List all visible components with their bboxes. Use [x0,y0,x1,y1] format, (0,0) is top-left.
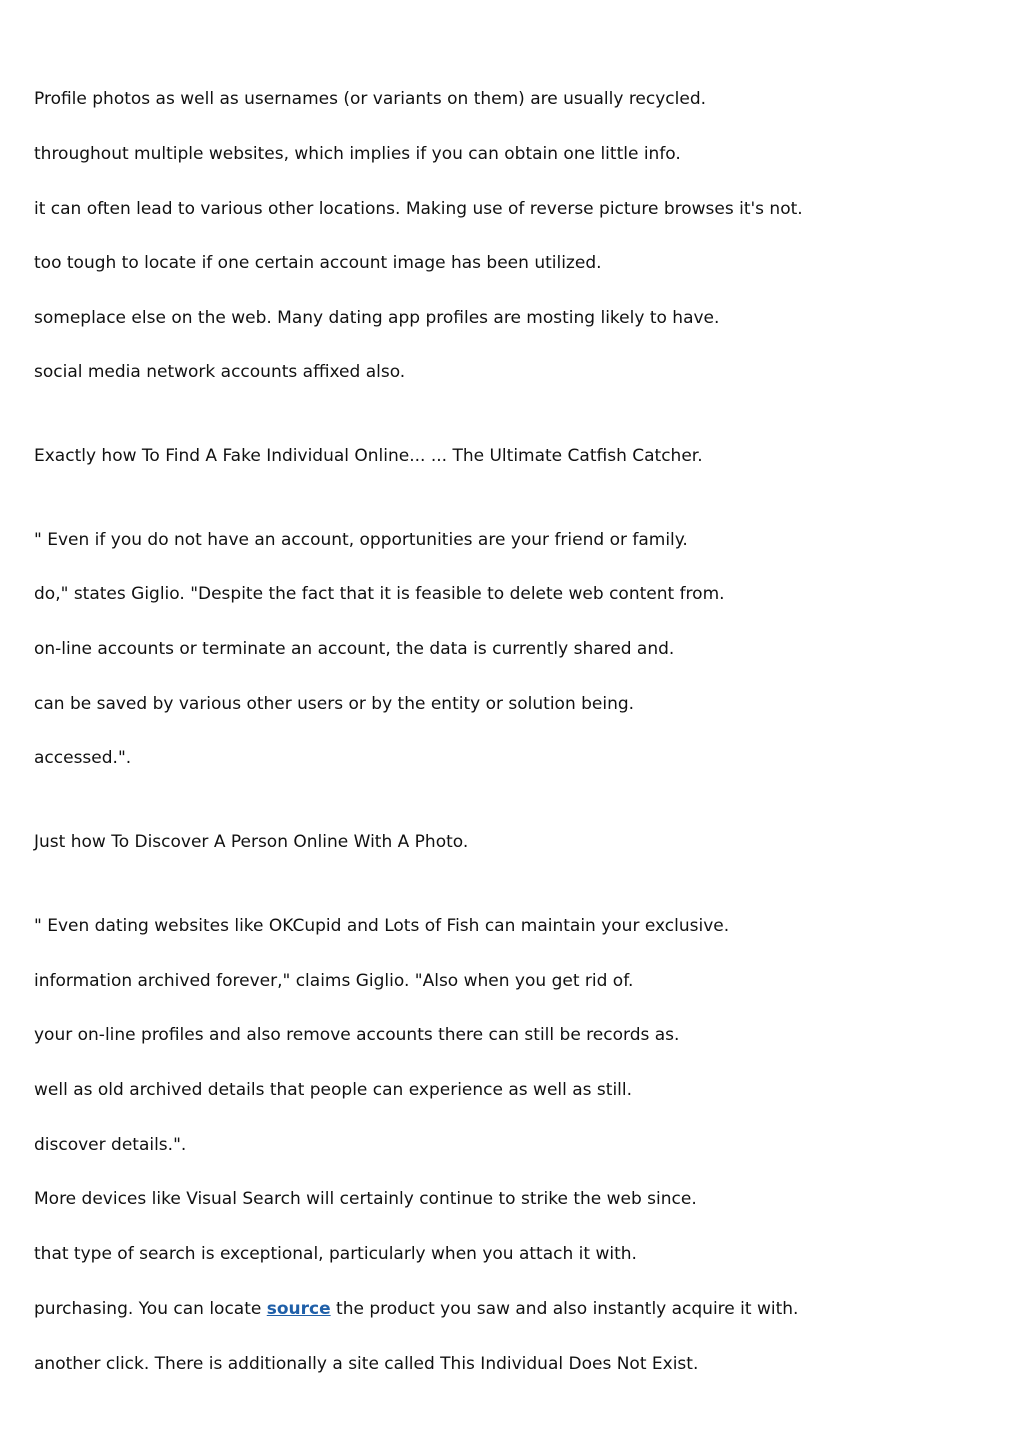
text-line: it can often lead to various other locations. Making use of reverse picture browses it's not. [34,199,803,219]
text-segment: the product you saw and also instantly acquire it with. [330,1299,799,1319]
text-line: accessed.". [34,748,132,768]
text-line: " Even if you do not have an account, opportunities are your friend or family. [34,530,688,550]
text-line: throughout multiple websites, which implies if you can obtain one little info. [34,144,681,164]
text-line: someplace else on the web. Many dating app profiles are mosting likely to have. [34,308,720,328]
text-line: another click. There is additionally a site called This Individual Does Not Exist. [34,1354,699,1374]
text-line: on-line accounts or terminate an account, the data is currently shared and. [34,639,675,659]
text-line: More devices like Visual Search will certainly continue to strike the web since. [34,1189,697,1209]
text-segment: purchasing. You can locate [34,1299,267,1319]
text-line: Profile photos as well as usernames (or variants on them) are usually recycled. [34,89,707,109]
text-line: your on-line profiles and also remove accounts there can still be records as. [34,1025,680,1045]
source-link[interactable]: source [266,1299,331,1319]
text-line: " Even dating websites like OKCupid and Lots of Fish can maintain your exclusive. [34,916,730,936]
text-line: that type of search is exceptional, particularly when you attach it with. [34,1244,637,1264]
section-heading: Just how To Discover A Person Online With A Photo. [34,832,469,852]
text-line: can be saved by various other users or by the entity or solution being. [34,694,635,714]
text-line: discover details.". [34,1135,187,1155]
text-line: do," states Giglio. "Despite the fact that it is feasible to delete web content from. [34,584,725,604]
text-line: information archived forever," claims Giglio. "Also when you get rid of. [34,971,634,991]
text-line-with-link [34,1298,798,1320]
text-line: social media network accounts affixed also. [34,362,406,382]
text-line: too tough to locate if one certain account image has been utilized. [34,253,602,273]
text-line: well as old archived details that people can experience as well as still. [34,1080,633,1100]
section-heading: Exactly how To Find A Fake Individual Online... ... The Ultimate Catfish Catcher. [34,446,703,466]
